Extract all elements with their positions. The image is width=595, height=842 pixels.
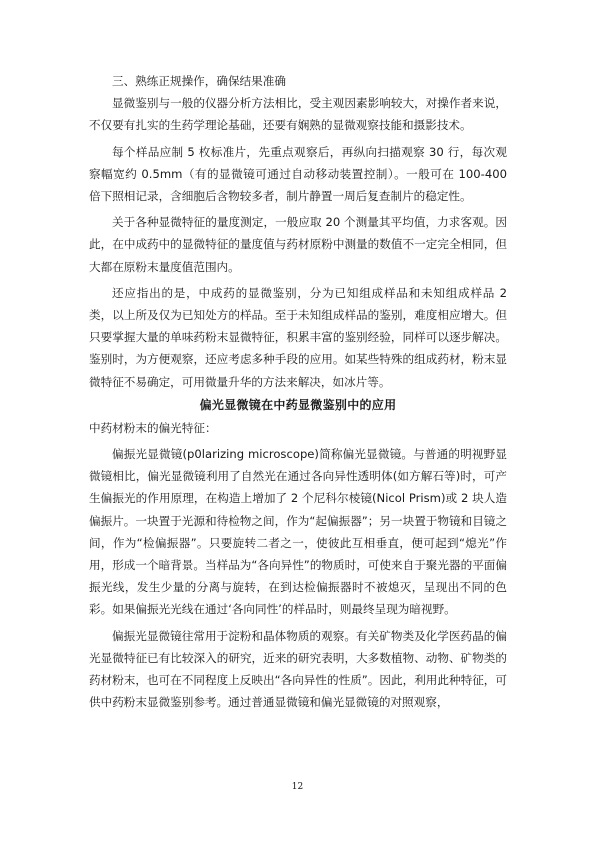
page-number: 12 [291,782,304,792]
paragraph: 显微鉴别与一般的仪器分析方法相比，受主观因素影响较大，对操作者来说，不仅要有扎实的生药学理论基础，还要有娴熟的显微观察技能和摄影技术。 [89,96,507,133]
subtitle: 中药材粉末的偏光特征： [89,420,217,435]
section-title: 偏光显微镜在中药显微鉴别中的应用 [199,397,397,412]
page-body [89,70,507,713]
paragraph: 偏振光显微镜往常用于淀粉和晶体物质的观察。有关矿物类及化学医药晶的偏光显微特征已有比较深入的研究，近来的研究表明，大多数植物、动物、矿物类的药材粉末，也可在不同程度上反映出“各向异性的性质”。因此，利用此种特征，可供中药粉末显微鉴别参考。通过普通显微镜和偏光显微镜的对照观察， [89,628,507,710]
paragraph: 关于各种显微特征的量度测定，一般应取 20 个测量其平均值，力求客观。因此，在中成药中的显微特征的量度值与药材原粉中测量的数值不一定完全相同，但大都在原粉末量度值范围内。 [89,215,507,274]
paragraph: 每个样品应制 5 枚标准片，先重点观察后，再纵向扫描观察 30 行，每次观察幅宽约 0.5mm（有的显微镜可通过自动移动装置控制）。一般可在 100-400 倍下照相记录，含细胞后含物较多者，制片静置一周后复查制片的稳定性。 [89,144,507,204]
paragraph: 还应指出的是，中成药的显微鉴别，分为已知组成样品和未知组成样品 2 类，以上所及仅为已知处方的样品。至于未知组成样品的鉴别，难度相应增大。但只要掌握大量的单味药粉末显微特征，积累丰富的鉴别经验，同样可以逐步解决。鉴别时，为方便观察，还应考虑多种手段的应用。如某些特殊的组成药材，粉末显微特征不易确定，可用微量升华的方法来解决，如冰片等。 [89,285,507,389]
paragraph: 偏振光显微镜(p0larizing microscope)简称偏光显微镜。与普通的明视野显微镜相比，偏光显微镜利用了自然光在通过各向异性透明体(如方解石等)时，可产生偏振光的作用原理，在构造上增加了 2 个尼科尔棱镜(Nicol Prism)或 2 块人造偏振片。一块置于光源和待检物之间，作为“起偏振器”；另一块置于物镜和目镜之间，作为“检偏振器”。只要旋转二者之一，使彼此互相垂直，便可起到“熄光”作用，形成一个暗背景。当样品为“各向异性”的物质时，可使来自于聚光器的平面偏振光线，发生少量的分离与旋转，在到达检偏振器时不被熄灭，呈现出不同的色彩。如果偏振光光线在通过‘各向同性’的样品时，则最终呈现为暗视野。 [89,447,507,617]
section-heading: 三、熟练正规操作，确保结果准确 [112,74,286,88]
